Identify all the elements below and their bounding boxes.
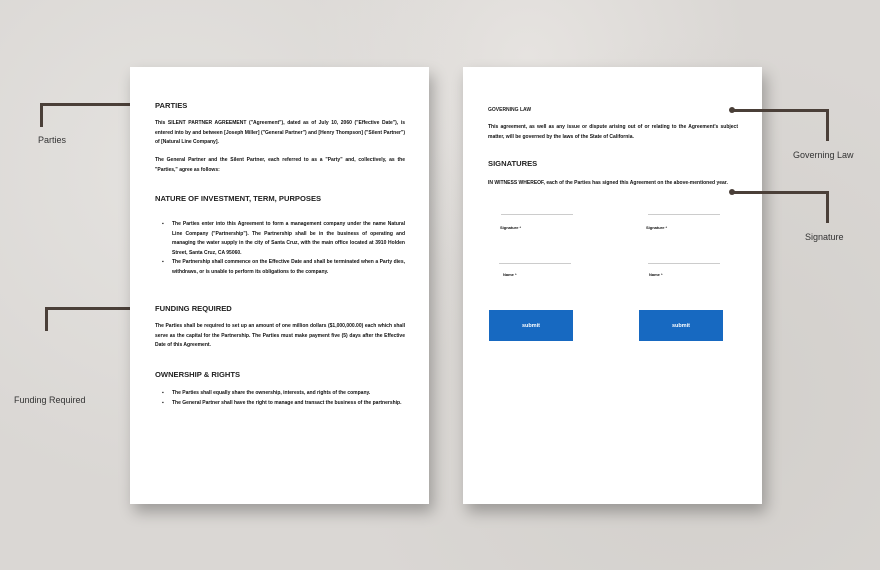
name-field-1[interactable] [499,263,571,264]
signature-label-1: Signature * [500,225,522,230]
name-label-1: Name * [503,272,517,277]
funding-heading: FUNDING REQUIRED [155,304,232,313]
witness-paragraph: IN WITNESS WHEREOF, each of the Parties has signed this Agreement on the above-mentioned year. [488,180,728,186]
agreement-page-1 [130,67,429,504]
submit-button-2[interactable]: submit [639,310,723,341]
ownership-list [155,389,405,408]
signature-callout-label: Signature [805,232,844,242]
funding-callout-label: Funding Required [14,395,86,405]
name-field-2[interactable] [648,263,720,264]
parties-paragraph-1: This SILENT PARTNER AGREEMENT ("Agreement"), dated as of July 10, 2060 ("Effective Date"), is entered into by and between [Joseph Miller] ("General Partner") and [Henry Thompson] ("Silent Partner") of [Natural Line Company]. [155,120,405,146]
parties-heading: PARTIES [155,101,188,110]
signature-field-2[interactable] [648,214,720,215]
ownership-heading: OWNERSHIP & RIGHTS [155,370,241,379]
list-item: ▪ The Parties shall equally share the ownership, interests, and rights of the company. [155,389,405,399]
governing-callout-line [733,109,829,141]
parties-paragraph-2: The General Partner and the Silent Partner, each referred to as a "Party" and, collectively, as the "Parties," agree as follows: [155,157,405,173]
parties-callout-label: Parties [38,135,67,145]
nature-list [155,220,405,278]
signatures-heading: SIGNATURES [488,159,538,168]
governing-law-heading: GOVERNING LAW [488,107,532,113]
signature-field-1[interactable] [501,214,573,215]
list-item: ▪ The General Partner shall have the right to manage and transact the business of the partnership. [155,399,405,409]
signature-callout-line [733,191,829,223]
governing-callout-label: Governing Law [793,150,854,160]
name-label-2: Name * [649,272,663,277]
list-item: ▪ The Parties enter into this Agreement to form a management company under the name Natural Line Company ("Partnership"). The Partnership shall be in the business of operating and managing the water supply in the city of Santa Cruz, with the main office located at 3910 Holden Street, Santa Cruz, CA 95060. [155,220,405,258]
agreement-page-2 [463,67,762,504]
funding-paragraph: The Parties shall be required to set up an amount of one million dollars ($1,000,000.00) each which shall serve as the capital for the Partnership. The Parties must make payment five (5) days after the Effective Date of this Agreement. [155,323,405,349]
submit-button-1[interactable]: submit [489,310,573,341]
list-item: ▪ The Partnership shall commence on the Effective Date and shall be terminated when a Party dies, withdraws, or is unable to perform its obligations to the company. [155,258,405,277]
nature-heading: NATURE OF INVESTMENT, TERM, PURPOSES [155,194,322,203]
governing-law-paragraph: This agreement, as well as any issue or dispute arising out of or relating to the Agreement's subject matter, will be governed by the laws of the State of California. [488,124,738,140]
signature-label-2: Signature * [646,225,668,230]
